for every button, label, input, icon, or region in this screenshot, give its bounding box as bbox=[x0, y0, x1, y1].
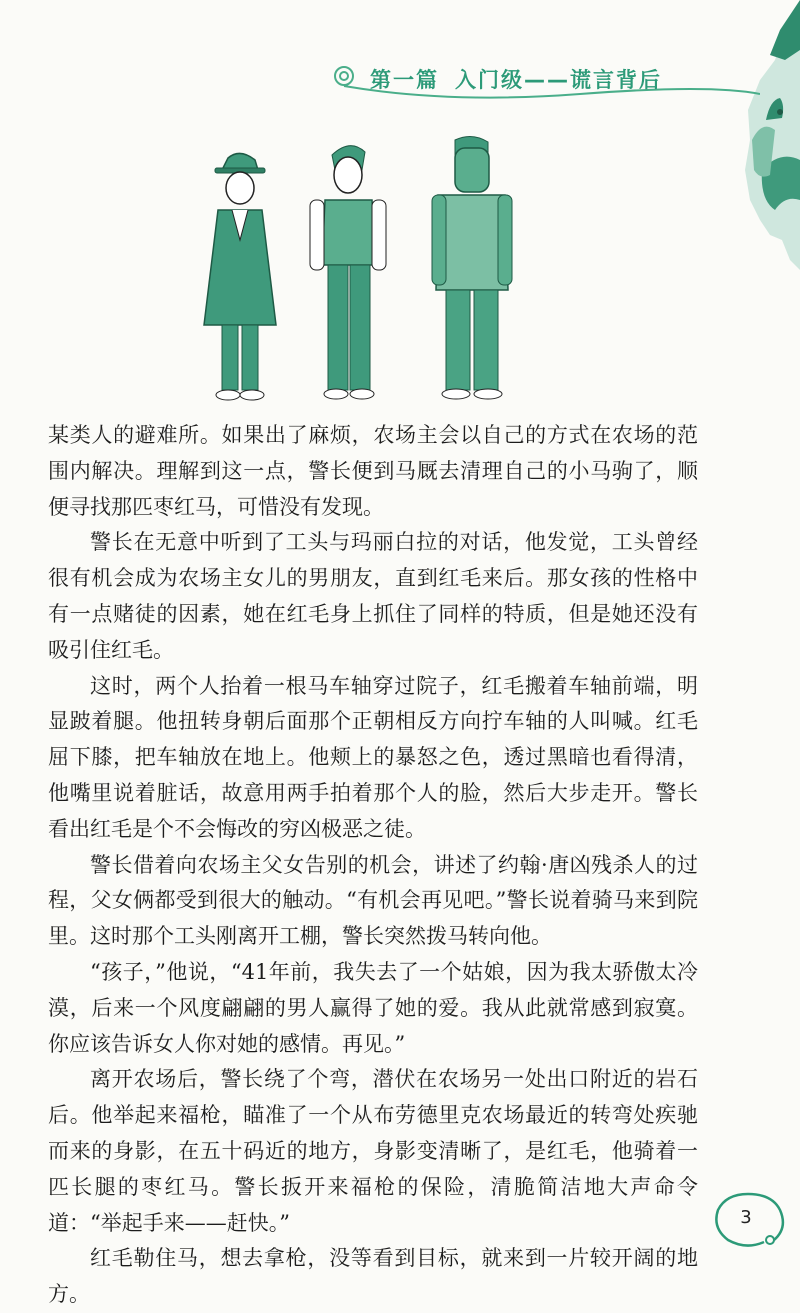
man-in-coat-figure bbox=[204, 153, 276, 400]
stocky-man-figure bbox=[432, 136, 512, 399]
chapter-header bbox=[330, 60, 760, 100]
three-characters-illustration bbox=[200, 130, 530, 409]
paragraph: 某类人的避难所。如果出了麻烦，农场主会以自己的方式在农场的范围内解决。理解到这一点，警长便到马厩去清理自己的小马驹了，顺便寻找那匹枣红马，可惜没有发现。 bbox=[48, 423, 698, 519]
paragraph: “孩子，”他说，“41年前，我失去了一个姑娘，因为我太骄傲太冷漠，后来一个风度翩翩的男人赢得了她的爱。我从此就常感到寂寞。你应该告诉女人你对她的感情。再见。” bbox=[48, 959, 698, 1056]
page-number-badge bbox=[706, 1188, 796, 1262]
paragraph: 红毛勒住马，想去拿枪，没等看到目标，就来到一片较开阔的地方。 bbox=[48, 1246, 698, 1307]
page-number: 3 bbox=[740, 1207, 752, 1228]
paragraph: 这时，两个人抬着一根马车轴穿过院子，红毛搬着车轴前端，明显跛着腿。他扭转身朝后面那个正朝相反方向拧车轴的人叫喊。红毛屈下膝，把车轴放在地上。他颊上的暴怒之色，透过黑暗也看得清，他嘴里说着脏话，故意用两手拍着那个人的脸，然后大步走开。警长看出红毛是个不会悔改的穷凶极恶之徒。 bbox=[48, 673, 698, 841]
paragraph: 警长借着向农场主父女告别的机会，讲述了约翰·唐凶残杀人的过程，父女俩都受到很大的触动。“有机会再见吧。”警长说着骑马来到院里。这时那个工头刚离开工棚，警长突然拨马转向他。 bbox=[48, 852, 698, 949]
chapter-title: 谎言背后 bbox=[570, 68, 662, 92]
part-label: 第一篇 bbox=[370, 68, 439, 92]
header-dash: —— bbox=[524, 68, 570, 92]
paragraph: 离开农场后，警长绕了个弯，潜伏在农场另一处出口附近的岩石后。他举起来福枪，瞄准了一个从布劳德里克农场最近的转弯处疾驰而来的身影，在五十码近的地方，身影变清晰了，是红毛，他骑着一匹长腿的枣红马。警长扳开来福枪的保险，清脆简洁地大声命令道：“举起手来——赶快。” bbox=[48, 1067, 698, 1235]
level-label: 入门级 bbox=[455, 68, 524, 92]
paragraph: 警长在无意中听到了工头与玛丽白拉的对话，他发觉，工头曾经很有机会成为农场主女儿的男朋友，直到红毛来后。那女孩的性格中有一点赌徒的因素，她在红毛身上抓住了同样的特质，但是她还没有吸引住红毛。 bbox=[48, 530, 698, 662]
detective-pipe-portrait bbox=[690, 0, 800, 274]
story-body bbox=[48, 418, 698, 1313]
young-man-figure bbox=[310, 146, 386, 399]
